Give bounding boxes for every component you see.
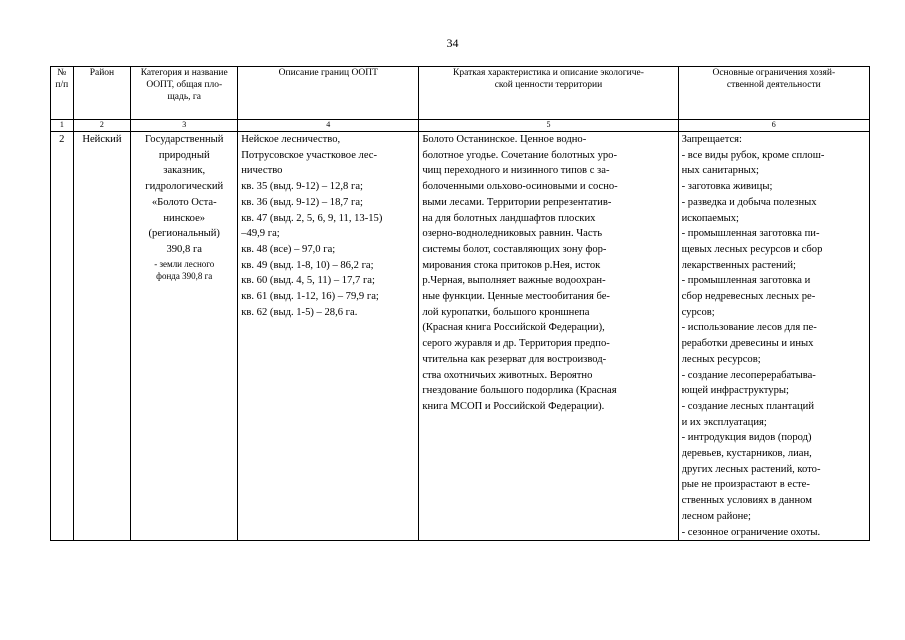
header-cell [73,67,131,120]
text-line: - промышленная заготовка пи- [681,228,820,240]
text-line: кв. 35 (выд. 9-12) – 12,8 га; [241,181,363,193]
text-line: «Болото Оста- [151,196,217,208]
text-line: деревьев, кустарников, лиан, [681,448,812,460]
text-line: озерно-водноледниковых равнин. Часть [422,228,603,240]
text-line: Район [89,68,115,78]
column-number: 2 [73,120,131,132]
column-number-row [51,120,870,132]
text-line: книга МСОП и Российской Федерации). [422,400,605,412]
text-line: ООПТ, общая пло- [146,80,223,90]
text-line: лесных ресурсов; [681,353,761,365]
text-line: других лесных растений, кото- [681,463,821,475]
text-line: ства охотничьих животных. Вероятно [422,369,593,381]
text-line: на для болотных ландшафтов плоских [422,212,596,224]
column-number: 3 [131,120,238,132]
category-text [134,132,234,258]
text-line: природный [158,149,210,161]
text-line: - земли лесного [154,258,215,269]
text-line: - создание лесных плантаций [681,400,815,412]
text-line: выми лесами. Территории репрезентатив- [422,196,612,208]
category-cell [131,132,238,541]
text-line: болотное угодье. Сочетание болотных уро- [422,149,618,161]
text-line: кв. 47 (выд. 2, 5, 6, 9, 11, 13-15) [241,212,383,224]
description-cell [419,132,678,541]
text-line: Основные ограничения хозяй- [712,68,836,78]
text-line: ственных условиях в данном [681,495,812,507]
text-line: лекарственных растений; [681,259,796,271]
row-number: 2 [51,132,74,541]
text-line: кв. 49 (выд. 1-8, 10) – 86,2 га; [241,259,374,271]
header-cell [238,67,419,120]
text-line: заказник, [163,165,206,177]
header-cell [678,67,869,120]
column-number: 5 [419,120,678,132]
text-line: 390,8 га [166,243,202,255]
text-line: Болото Останинское. Ценное водно- [422,134,587,145]
text-line: сурсов; [681,306,715,318]
text-line: - использование лесов для пе- [681,322,817,334]
text-line: кв. 60 (выд. 4, 5, 11) – 17,7 га; [241,275,375,287]
column-number: 1 [51,120,74,132]
table-header-row [51,67,870,120]
text-line: ющей инфраструктуры; [681,385,789,397]
forest-land-note [134,258,234,282]
text-line: гидрологический [145,181,224,193]
text-line: щевых лесных ресурсов и сбор [681,243,823,255]
text-line: сбор недревесных лесных ре- [681,291,816,303]
text-line: Запрещается: [681,134,742,145]
column-number: 4 [238,120,419,132]
header-cell [131,67,238,120]
text-line: - все виды рубок, кроме сплош- [681,149,825,161]
text-line: (региональный) [148,228,220,240]
text-line: чтительна как резерват для востроизвод- [422,353,607,365]
text-line: п/п [55,80,69,90]
restrictions-cell [678,132,869,541]
text-line: Категория и название [140,68,228,78]
text-line: кв. 48 (все) – 97,0 га; [241,243,336,255]
text-line: Краткая характеристика и описание экологиче- [453,68,644,78]
text-line: рые не произрастают в есте- [681,479,810,491]
column-number: 6 [678,120,869,132]
text-line: фонда 390,8 га [156,270,213,281]
text-line: р.Черная, выполняет важные водоохран- [422,275,606,287]
text-line: № [57,68,67,78]
text-line: чищ переходного и низинного типов с за- [422,165,610,177]
text-line: ственной деятельности [726,80,821,90]
text-line: ничество [241,165,283,177]
page-number: 34 [446,36,459,50]
text-line: –49,9 га; [241,228,280,240]
header-cell [419,67,678,120]
text-line: реработки древесины и иных [681,338,814,350]
text-line: серого журавля и др. Территория предпо- [422,338,610,350]
text-line: - разведка и добыча полезных [681,196,817,208]
text-line: системы болот, составляющих зону фор- [422,243,607,255]
text-line: (Красная книга Российской Федерации), [422,322,605,334]
text-line: ных санитарных; [681,165,759,177]
text-line: - заготовка живицы; [681,181,773,193]
text-line: кв. 36 (выд. 9-12) – 18,7 га; [241,196,363,208]
text-line: гнездование большого подорлика (Красная [422,385,617,397]
text-line: ской ценности территории [494,80,603,90]
text-line: кв. 62 (выд. 1-5) – 28,6 га. [241,306,358,318]
oopt-table [50,66,870,541]
district-cell: Нейский [73,132,131,541]
text-line: ные функции. Ценные местообитания бе- [422,291,610,303]
text-line: кв. 61 (выд. 1-12, 16) – 79,9 га; [241,291,379,303]
table-row [51,132,870,541]
text-line: щадь, га [167,92,202,102]
text-line: болоченными ольхово-осиновыми и сосно- [422,181,618,193]
text-line: Потрусовское участковое лес- [241,149,378,161]
text-line: ископаемых; [681,212,740,224]
text-line: Государственный [145,134,224,145]
text-line: - промышленная заготовка и [681,275,811,287]
text-line: лесном районе; [681,510,751,522]
text-line: - сезонное ограничение охоты. [681,526,821,538]
text-line: - интродукция видов (пород) [681,432,812,444]
borders-cell [238,132,419,541]
text-line: нинское» [163,212,206,224]
text-line: лой куропатки, большого кроншнепа [422,306,590,318]
text-line: Нейское лесничество, [241,134,341,145]
text-line: и их эксплуатация; [681,416,767,428]
text-line: мирования стока притоков р.Нея, исток [422,259,601,271]
text-line: - создание лесоперерабатыва- [681,369,816,381]
text-line: Описание границ ООПТ [278,68,378,78]
header-cell [51,67,74,120]
